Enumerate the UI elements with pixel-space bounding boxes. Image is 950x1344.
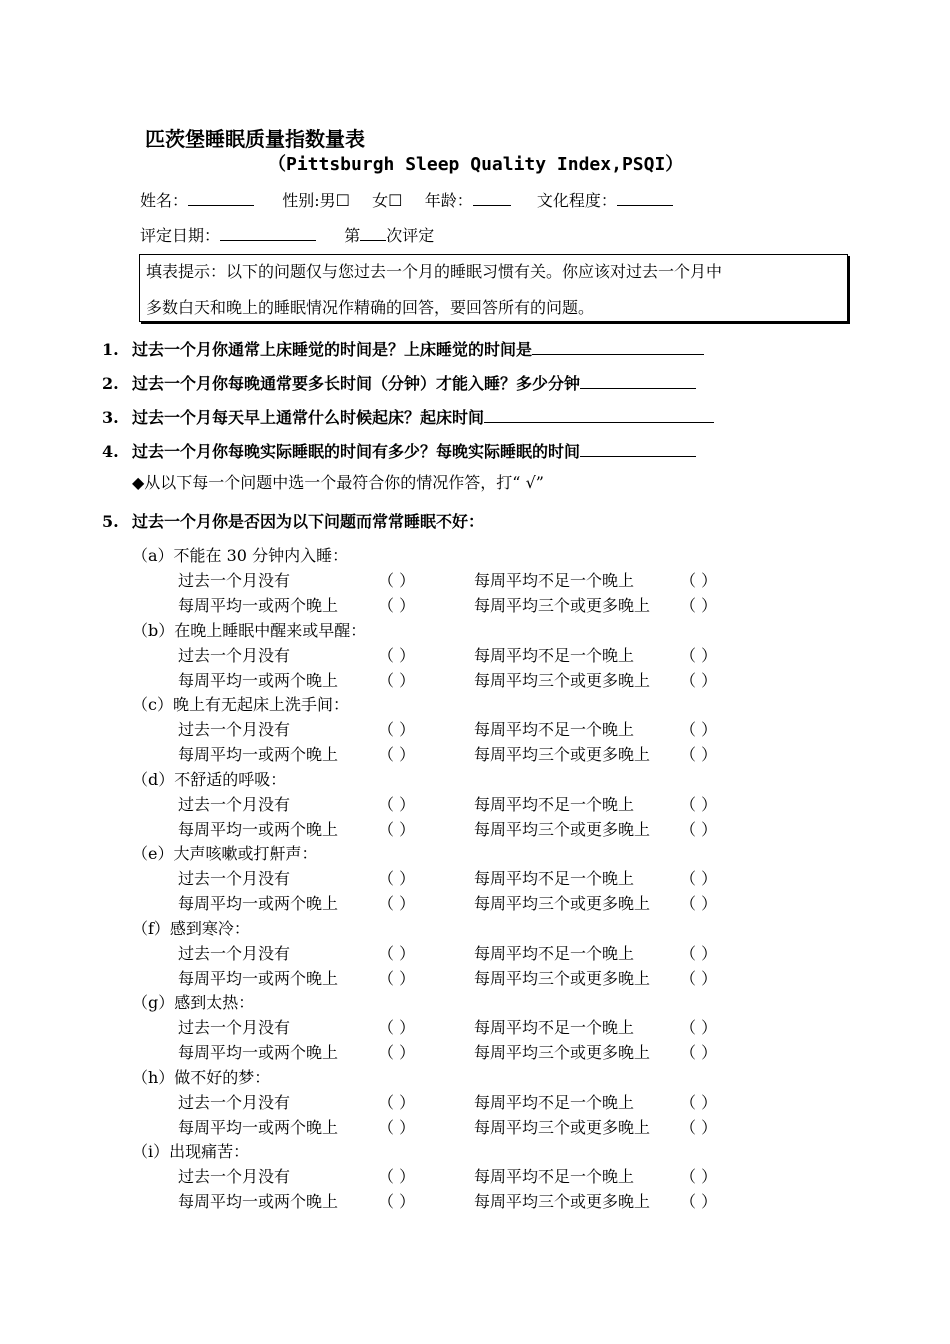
option-three-or-more-label: 每周平均三个或更多晚上 [474,1117,651,1137]
question-3 [102,405,714,428]
female-label: 女 [372,191,389,210]
option-three-or-more-checkbox[interactable]: （ ） [680,1117,718,1137]
option-three-or-more-checkbox[interactable]: （ ） [680,819,718,839]
option-once-or-twice-checkbox[interactable]: （ ） [378,1192,416,1211]
instruction-text: ◆从以下每一个问题中选一个最符合你的情况作答，打“ √” [132,473,544,492]
option-less-than-once-label: 每周平均不足一个晚上 [474,869,635,888]
sub-question-label: （c）晚上有无起床上洗手间： [132,695,349,714]
sub-question-label: （b）在晚上睡眠中醒来或早醒： [132,620,367,640]
option-three-or-more-checkbox[interactable]: （ ） [680,670,718,690]
option-none-label: 过去一个月没有 [178,1092,291,1112]
question-number: 5. [102,512,119,531]
option-none-label: 过去一个月没有 [178,794,291,814]
sub-question-label: （g）感到太热： [132,993,255,1012]
question-text: 过去一个月你每晚通常要多长时间（分钟）才能入睡？多少分钟 [132,374,581,393]
option-once-or-twice-checkbox[interactable]: （ ） [378,968,416,988]
tip-box [139,254,848,322]
option-none-checkbox[interactable]: （ ） [378,1018,416,1037]
question-number: 1. [102,340,119,359]
question-number: 3. [102,408,119,427]
page-title: 匹茨堡睡眠质量指数量表 [145,127,365,151]
option-none-checkbox[interactable]: （ ） [378,720,416,739]
option-three-or-more-label: 每周平均三个或更多晚上 [474,1043,651,1062]
option-less-than-once-label: 每周平均不足一个晚上 [474,1092,635,1112]
option-once-or-twice-label: 每周平均一或两个晚上 [178,968,339,988]
male-checkbox[interactable]: ☐ [335,191,350,210]
option-three-or-more-checkbox[interactable]: （ ） [680,1043,718,1062]
info-row-2 [140,223,434,246]
sub-question-label: （e）大声咳嗽或打鼾声： [132,844,318,863]
option-once-or-twice-checkbox[interactable]: （ ） [378,670,416,690]
sub-question-label: （d）不舒适的呼吸： [132,769,287,789]
option-three-or-more-label: 每周平均三个或更多晚上 [474,968,651,988]
round-suffix: 次评定 [386,226,435,245]
option-three-or-more-label: 每周平均三个或更多晚上 [474,819,651,839]
option-less-than-once-checkbox[interactable]: （ ） [680,1092,718,1112]
answer-field-3[interactable] [484,408,714,423]
option-none-checkbox[interactable]: （ ） [378,943,416,963]
option-three-or-more-label: 每周平均三个或更多晚上 [474,745,651,764]
round-field[interactable] [360,226,386,241]
option-once-or-twice-checkbox[interactable]: （ ） [378,1043,416,1062]
option-once-or-twice-checkbox[interactable]: （ ） [378,745,416,764]
tip-line-1: 填表提示：以下的问题仅与您过去一个月的睡眠习惯有关。你应该对过去一个月中 [146,262,723,281]
age-field[interactable] [473,191,511,206]
education-label: 文化程度： [536,191,617,210]
sub-question-label: （i）出现痛苦： [132,1142,250,1161]
info-row-1 [140,188,673,211]
option-less-than-once-label: 每周平均不足一个晚上 [474,720,635,739]
option-once-or-twice-label: 每周平均一或两个晚上 [178,894,339,913]
answer-field-2[interactable] [580,374,696,389]
option-less-than-once-checkbox[interactable]: （ ） [680,645,718,665]
option-less-than-once-label: 每周平均不足一个晚上 [474,943,635,963]
option-three-or-more-label: 每周平均三个或更多晚上 [474,596,651,615]
option-none-label: 过去一个月没有 [178,943,291,963]
female-checkbox[interactable]: ☐ [388,191,403,210]
education-field[interactable] [617,191,673,206]
question-text: 过去一个月你每晚实际睡眠的时间有多少？每晚实际睡眠的时间 [132,442,581,461]
option-three-or-more-label: 每周平均三个或更多晚上 [474,670,651,690]
option-once-or-twice-label: 每周平均一或两个晚上 [178,1117,339,1137]
option-none-checkbox[interactable]: （ ） [378,1167,416,1186]
option-once-or-twice-label: 每周平均一或两个晚上 [178,670,339,690]
option-less-than-once-label: 每周平均不足一个晚上 [474,645,635,665]
option-less-than-once-checkbox[interactable]: （ ） [680,720,718,739]
answer-field-1[interactable] [532,340,704,355]
option-once-or-twice-label: 每周平均一或两个晚上 [178,596,339,615]
option-none-checkbox[interactable]: （ ） [378,869,416,888]
option-three-or-more-checkbox[interactable]: （ ） [680,1192,718,1211]
round-prefix: 第 [344,226,361,245]
option-none-label: 过去一个月没有 [178,720,291,739]
option-less-than-once-checkbox[interactable]: （ ） [680,1018,718,1037]
option-once-or-twice-label: 每周平均一或两个晚上 [178,745,339,764]
option-once-or-twice-label: 每周平均一或两个晚上 [178,1043,339,1062]
sub-question-label: （h）做不好的梦： [132,1067,271,1087]
sub-question-label: （a）不能在 30 分钟内入睡： [132,546,349,565]
option-once-or-twice-label: 每周平均一或两个晚上 [178,1192,339,1211]
option-none-label: 过去一个月没有 [178,571,291,590]
option-three-or-more-checkbox[interactable]: （ ） [680,596,718,615]
tip-line-2: 多数白天和晚上的睡眠情况作精确的回答，要回答所有的问题。 [146,298,595,317]
option-less-than-once-label: 每周平均不足一个晚上 [474,571,635,590]
option-three-or-more-checkbox[interactable]: （ ） [680,894,718,913]
gender-label: 性别:男 [282,191,336,210]
option-less-than-once-label: 每周平均不足一个晚上 [474,794,635,814]
option-three-or-more-label: 每周平均三个或更多晚上 [474,1192,651,1211]
option-less-than-once-label: 每周平均不足一个晚上 [474,1018,635,1037]
option-less-than-once-checkbox[interactable]: （ ） [680,943,718,963]
option-none-checkbox[interactable]: （ ） [378,571,416,590]
option-less-than-once-checkbox[interactable]: （ ） [680,869,718,888]
date-field[interactable] [220,226,316,241]
option-once-or-twice-checkbox[interactable]: （ ） [378,819,416,839]
option-none-label: 过去一个月没有 [178,869,291,888]
name-field[interactable] [188,191,254,206]
page-subtitle: （Pittsburgh Sleep Quality Index,PSQI） [268,154,684,175]
option-once-or-twice-label: 每周平均一或两个晚上 [178,819,339,839]
question-number: 2. [102,374,119,393]
option-none-label: 过去一个月没有 [178,645,291,665]
question-number: 4. [102,442,119,461]
name-label: 姓名： [140,191,189,210]
question-2 [102,371,696,394]
question-1 [102,337,704,360]
option-none-label: 过去一个月没有 [178,1167,291,1186]
question-4 [102,439,696,462]
age-label: 年龄： [424,191,473,210]
question-text: 过去一个月你通常上床睡觉的时间是？上床睡觉的时间是 [132,340,533,359]
option-less-than-once-checkbox[interactable]: （ ） [680,571,718,590]
option-none-checkbox[interactable]: （ ） [378,794,416,814]
option-none-label: 过去一个月没有 [178,1018,291,1037]
option-three-or-more-label: 每周平均三个或更多晚上 [474,894,651,913]
option-less-than-once-checkbox[interactable]: （ ） [680,794,718,814]
option-once-or-twice-checkbox[interactable]: （ ） [378,1117,416,1137]
option-once-or-twice-checkbox[interactable]: （ ） [378,894,416,913]
answer-field-4[interactable] [580,442,696,457]
question-text: 过去一个月每天早上通常什么时候起床？起床时间 [132,408,485,427]
question-5 [102,509,484,532]
option-once-or-twice-checkbox[interactable]: （ ） [378,596,416,615]
option-less-than-once-label: 每周平均不足一个晚上 [474,1167,635,1186]
option-three-or-more-checkbox[interactable]: （ ） [680,968,718,988]
question-text: 过去一个月你是否因为以下问题而常常睡眠不好： [132,512,485,531]
option-none-checkbox[interactable]: （ ） [378,645,416,665]
option-none-checkbox[interactable]: （ ） [378,1092,416,1112]
date-label: 评定日期： [140,226,221,245]
option-less-than-once-checkbox[interactable]: （ ） [680,1167,718,1186]
sub-question-label: （f）感到寒冷： [132,918,250,938]
option-three-or-more-checkbox[interactable]: （ ） [680,745,718,764]
